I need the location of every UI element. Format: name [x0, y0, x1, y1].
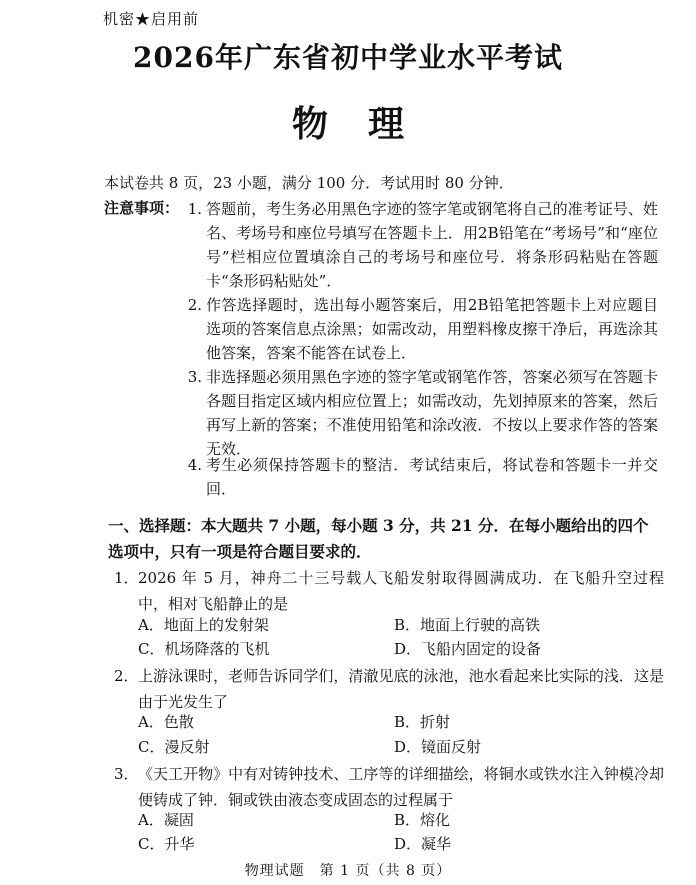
confidential-label: 机密★启用前 — [103, 10, 200, 28]
question-number: 3． — [114, 765, 139, 783]
option-label: D． — [394, 835, 422, 853]
question-number: 2． — [114, 667, 139, 685]
notice-item-1 — [180, 197, 658, 293]
option-label: D． — [394, 738, 422, 756]
option-text: 漫反射 — [164, 738, 210, 756]
question-1 — [114, 565, 664, 617]
notice-number: 4. — [187, 456, 202, 474]
notice-text: 考生必须保持答题卡的整洁．考试结束后，将试卷和答题卡一并交回． — [206, 456, 658, 498]
section-title: 一、选择题：本大题共 7 小题，每小题 3 分，共 21 分．在每小题给出的四个选项中，只有一项是符合题目要求的． — [108, 516, 649, 561]
option-text: 熔化 — [420, 811, 451, 829]
question-text: 《天工开物》中有对铸钟技术、工序等的详细描绘，将铜水或铁水注入钟模冷却便铸成了钟．铜或铁由液态变成固态的过程属于 — [138, 765, 664, 809]
notice-number: 1. — [187, 200, 202, 218]
notice-item-3 — [180, 365, 658, 461]
option-label: B． — [394, 713, 421, 731]
question-2 — [114, 663, 664, 715]
option-label: A． — [138, 616, 164, 634]
option-1a — [138, 613, 269, 637]
option-text: 凝固 — [163, 811, 194, 829]
notice-number: 2. — [187, 296, 202, 314]
option-label: B． — [394, 616, 421, 634]
subject-title: 物理 — [291, 103, 444, 145]
notice-label: 注意事项： — [104, 199, 180, 217]
option-1b — [394, 613, 540, 637]
option-text: 镜面反射 — [421, 738, 482, 756]
option-2b — [394, 710, 450, 734]
exam-title: 2026年广东省初中学业水平考试 — [133, 41, 563, 74]
option-text: 折射 — [420, 713, 451, 731]
question-3 — [114, 761, 664, 813]
notice-text: 作答选择题时，选出每小题答案后，用2B铅笔把答题卡上对应题目选项的答案信息点涂黑；如需改动，用塑料橡皮擦干净后，再选涂其他答案，答案不能答在试卷上． — [206, 296, 658, 362]
question-text: 2026 年 5 月，神舟二十三号载人飞船发射取得圆满成功．在飞船升空过程中，相对飞船静止的是 — [138, 569, 664, 613]
notice-number: 3. — [187, 368, 202, 386]
option-3a — [138, 808, 194, 832]
option-3c — [138, 832, 195, 856]
question-text: 上游泳课时，老师告诉同学们，清澈见底的泳池，池水看起来比实际的浅．这是由于光发生了 — [138, 667, 664, 711]
page-footer: 物理试题 第 1 页（共 8 页） — [244, 863, 452, 879]
option-text: 升华 — [164, 835, 195, 853]
option-label: A． — [138, 713, 164, 731]
option-1d — [394, 637, 541, 661]
exam-info: 本试卷共 8 页，23 小题，满分 100 分．考试用时 80 分钟． — [104, 174, 514, 192]
option-label: C． — [138, 738, 165, 756]
option-text: 飞船内固定的设备 — [421, 640, 542, 658]
option-label: C． — [138, 835, 165, 853]
option-text: 地面上行驶的高铁 — [420, 616, 541, 634]
option-2c — [138, 735, 210, 759]
option-2d — [394, 735, 481, 759]
question-number: 1． — [114, 569, 139, 587]
option-3d — [394, 832, 451, 856]
option-label: A． — [138, 811, 164, 829]
option-text: 机场降落的飞机 — [164, 640, 270, 658]
notice-item-4 — [180, 453, 658, 501]
option-1c — [138, 637, 270, 661]
option-text: 地面上的发射架 — [163, 616, 269, 634]
option-3b — [394, 808, 450, 832]
notice-text: 答题前，考生务必用黑色字迹的签字笔或钢笔将自己的准考证号、姓名、考场号和座位号填写在答题卡上．用2B铅笔在“考场号”和“座位号”栏相应位置填涂自己的考场号和座位号．将条形码粘贴在答题卡“条形码粘贴处”． — [206, 200, 658, 290]
option-label: C． — [138, 640, 165, 658]
option-2a — [138, 710, 194, 734]
option-text: 凝华 — [421, 835, 452, 853]
option-label: D． — [394, 640, 422, 658]
notice-text: 非选择题必须用黑色字迹的签字笔或钢笔作答，答案必须写在答题卡各题目指定区域内相应位置上；如需改动，先划掉原来的答案，然后再写上新的答案；不准使用铅笔和涂改液．不按以上要求作答的答案无效． — [206, 368, 658, 458]
option-text: 色散 — [163, 713, 194, 731]
option-label: B． — [394, 811, 421, 829]
notice-item-2 — [180, 293, 658, 365]
